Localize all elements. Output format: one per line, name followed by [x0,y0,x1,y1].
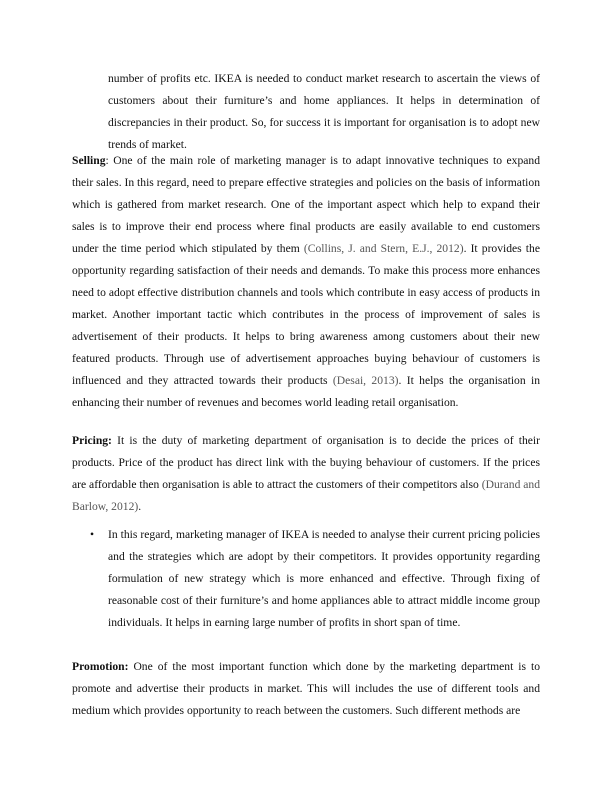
bullet-symbol: • [90,528,95,541]
selling-text-a: : One of the main role of marketing manager is to adapt innovative techniques to expand their sales. In this regard, need to prepare effective strategies and policies on the basis of information which is gathered from market research. One of the important aspect which help to expand their sales is to improve their end process where final products are easily available to end customers under the time period which stipulated by them [72,154,540,255]
pricing-citation-durand: (Durand and Barlow, 2012) [72,478,541,513]
selling-paragraph [72,150,540,414]
promotion-paragraph [72,656,540,722]
selling-text-c: . It helps the organisation in enhancing their number of revenues and becomes world leading retail organisation. [72,374,541,409]
selling-citation-collins: (Collins, J. and Stern, E.J., 2012) [303,242,464,255]
pricing-end: . [138,500,142,513]
promotion-heading: Promotion: [72,660,129,673]
promotion-text: One of the most important function which done by the marketing department is to promote and advertise their products in market. This will includes the use of different tools and medium which provides opportunity to reach between the customers. Such different methods are [72,660,540,717]
pricing-bullet-item [108,524,540,634]
selling-citation-desai: (Desai, 2013) [332,374,399,387]
pricing-text: It is the duty of marketing department of organisation is to decide the prices of their products. Price of the product has direct link with the buying behaviour of customers. If the prices are affordable then organisation is able to attract the customers of their competitors also [72,434,540,491]
continuation-text: number of profits etc. IKEA is needed to conduct market research to ascertain the views of customers about their furniture’s and home appliances. It helps in determination of discrepancies in their product. So, for success it is important for organisation is to adopt new trends of market. [108,72,540,151]
pricing-heading: Pricing: [72,434,112,447]
selling-heading: Selling [72,154,106,167]
continuation-paragraph [108,68,540,156]
selling-text-b: . It provides the opportunity regarding satisfaction of their needs and demands. To make this process more enhances need to adopt effective distribution channels and tools which contribute in easy access of products in market. Another important tactic which contributes in the process of improvement of sales is advertisement of their products. It helps to bring awareness among customers about their new featured products. Through use of advertisement approaches buying behaviour of customers is influenced and they attracted towards their products [72,242,540,387]
pricing-paragraph [72,430,540,518]
bullet-text: In this regard, marketing manager of IKEA is needed to analyse their current pricing policies and the strategies which are adopt by their competitors. It provides opportunity regarding formulation of new strategy which is more enhanced and effective. Through fixing of reasonable cost of their furniture’s and home appliances able to attract middle income group individuals. It helps in earning large number of profits in short span of time. [108,528,540,629]
